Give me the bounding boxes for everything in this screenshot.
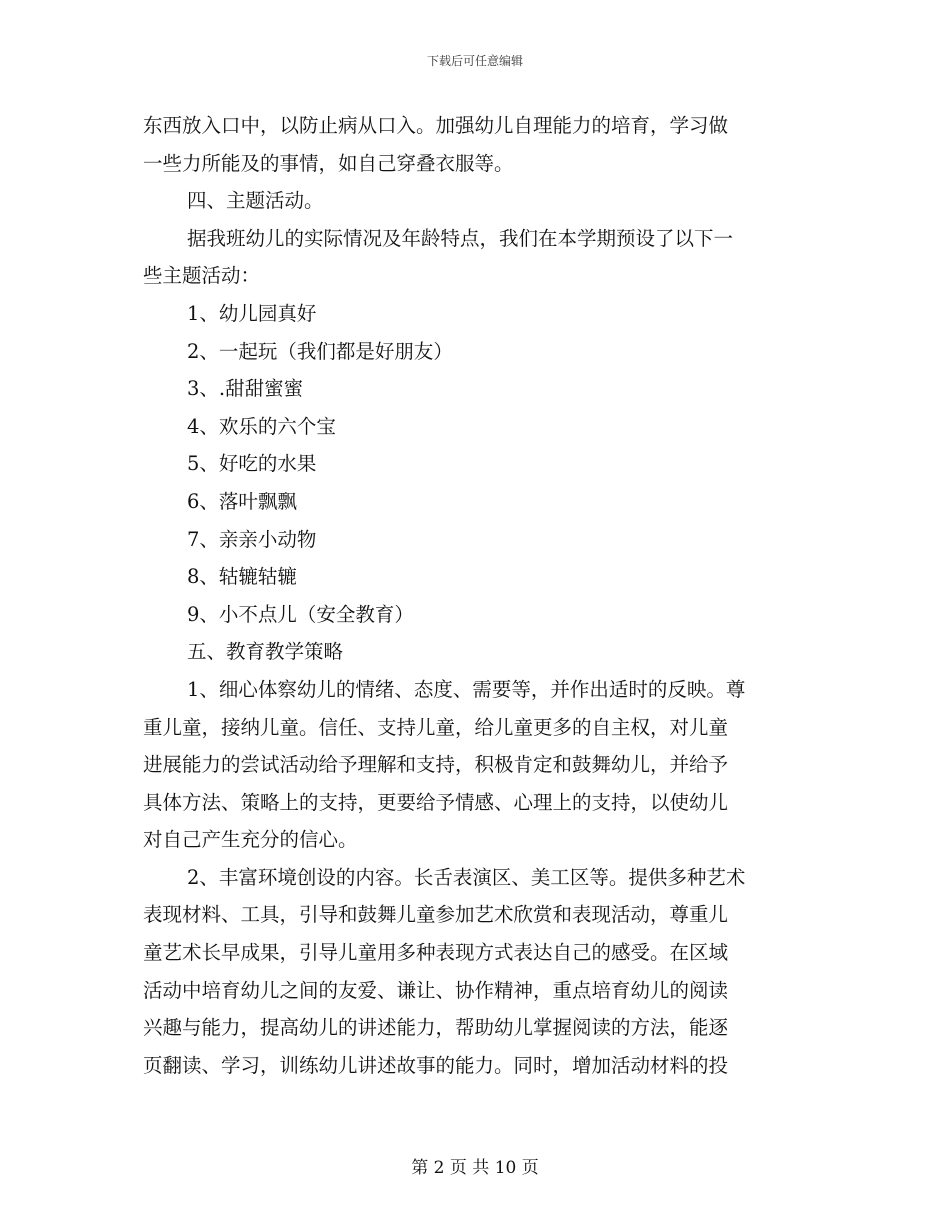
section-heading: 四、主题活动。 <box>187 189 324 213</box>
paragraph-line: 童艺术长早成果，引导儿童用多种表现方式表达自己的感受。在区域 <box>143 941 729 965</box>
list-item: 8、轱辘轱辘 <box>187 565 297 589</box>
list-item: 9、小不点儿（安全教育） <box>187 602 414 626</box>
list-item: 3、.甜甜蜜蜜 <box>187 377 304 401</box>
paragraph-line: 些主题活动： <box>143 264 261 288</box>
paragraph-line: 表现材料、工具，引导和鼓舞儿童参加艺术欣赏和表现活动，尊重儿 <box>143 903 729 927</box>
list-item: 7、亲亲小动物 <box>187 527 317 551</box>
document-body <box>143 107 811 1084</box>
list-item: 2、一起玩（我们都是好朋友） <box>187 339 453 363</box>
paragraph-line: 1、细心体察幼儿的情绪、态度、需要等，并作出适时的反映。尊 <box>187 677 746 701</box>
paragraph-line: 一些力所能及的事情，如自己穿叠衣服等。 <box>143 151 514 175</box>
paragraph-line: 据我班幼儿的实际情况及年龄特点，我们在本学期预设了以下一 <box>187 226 734 250</box>
paragraph-line: 东西放入口中，以防止病从口入。加强幼儿自理能力的培育，学习做 <box>143 114 729 137</box>
list-item: 1、幼儿园真好 <box>187 301 317 325</box>
paragraph-line: 具体方法、策略上的支持，更要给予情感、心理上的支持，以使幼儿 <box>143 790 729 814</box>
page-footer: 第 2 页 共 10 页 <box>411 1158 539 1178</box>
paragraph-line: 活动中培育幼儿之间的友爱、谦让、协作精神，重点培育幼儿的阅读 <box>143 978 729 1002</box>
paragraph-line: 进展能力的尝试活动给予理解和支持，积极肯定和鼓舞幼儿，并给予 <box>143 753 729 777</box>
page-header: 下载后可任意编辑 <box>426 54 523 68</box>
list-item: 4、欢乐的六个宝 <box>187 414 336 438</box>
list-item: 6、落叶飘飘 <box>187 489 297 513</box>
paragraph-line: 2、丰富环境创设的内容。长舌表演区、美工区等。提供多种艺术 <box>187 865 746 889</box>
paragraph-line: 兴趣与能力，提高幼儿的讲述能力，帮助幼儿掌握阅读的方法，能逐 <box>143 1016 729 1040</box>
list-item: 5、好吃的水果 <box>187 452 317 476</box>
paragraph-line: 页翻读、学习，训练幼儿讲述故事的能力。同时，增加活动材料的投 <box>143 1053 729 1077</box>
paragraph-line: 对自己产生充分的信心。 <box>143 828 358 852</box>
section-heading: 五、教育教学策略 <box>187 640 344 664</box>
paragraph-line: 重儿童，接纳儿童。信任、支持儿童，给儿童更多的自主权，对儿童 <box>143 715 729 739</box>
